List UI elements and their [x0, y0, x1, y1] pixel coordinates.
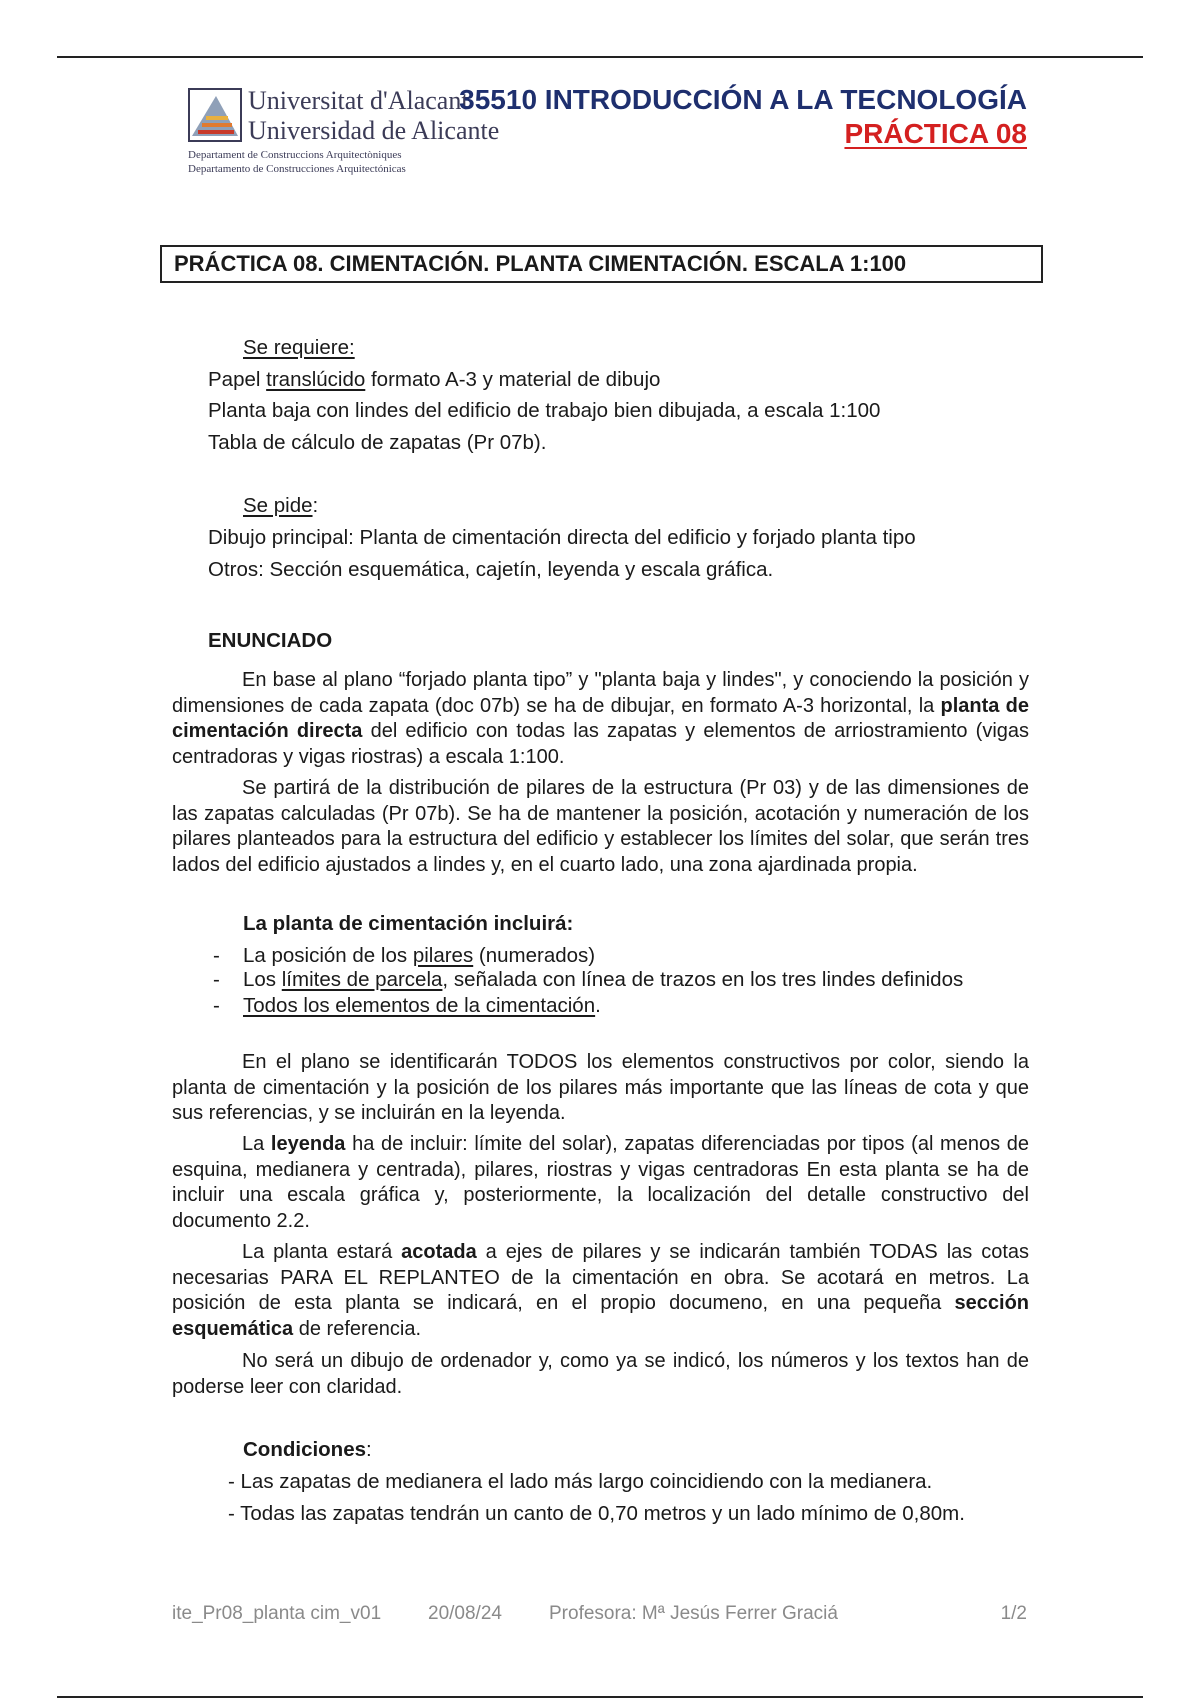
footer-professor: Profesora: Mª Jesús Ferrer Graciá	[549, 1603, 838, 1624]
statement-paragraph-6: No será un dibujo de ordenador y, como ya se indicó, los números y los textos han de poderse leer con claridad.	[172, 1350, 1029, 1398]
university-logo	[188, 86, 500, 178]
statement-paragraph-2: Se partirá de la distribución de pilares de la estructura (Pr 03) y de las dimensiones de las zapatas calculadas (Pr 07b). Se ha de mantener la posición, acotación y numeración de los pilares planteados para la estructura del edificio y establecer los límites del solar, que serán tres lados del edificio ajustados a lindes y, en el cuarto lado, una zona ajardinada propia.	[172, 777, 1029, 876]
footer-page-number: 1/2	[1000, 1603, 1027, 1624]
request-heading: Se pide:	[243, 494, 319, 517]
statement-paragraph-5: La planta estará acotada a ejes de pilares y se indicarán también TODAS las cotas necesarias PARA EL REPLANTEO de la cimentación en obra. Se acotará en metros. La posición de esta planta se indicará, en el propio documeno, en una pequeña sección esquemática de referencia.	[172, 1241, 1029, 1340]
list-item-limites: - Los límites de parcela, señalada con línea de trazos en los tres lindes definidos	[213, 968, 964, 991]
requirements-line-2: Planta baja con lindes del edificio de trabajo bien dibujada, a escala 1:100	[208, 399, 881, 422]
statement-paragraph-4: La leyenda ha de incluir: límite del solar), zapatas diferenciadas por tipos (al menos de esquina, medianera y centrada), pilares, riostras y vigas centradoras En esta planta se ha de incluir una escala gráfica y, posteriormente, la localización del detalle constructivo del documento 2.2.	[172, 1133, 1029, 1232]
condition-item-2: - Todas las zapatas tendrán un canto de 0,70 metros y un lado mínimo de 0,80m.	[228, 1502, 965, 1525]
document-title-box	[160, 245, 1043, 283]
university-name-spanish: Universidad de Alicante	[248, 116, 500, 145]
department-name-spanish: Departamento de Construcciones Arquitectónicas	[188, 163, 406, 175]
practice-label: PRÁCTICA 08	[844, 118, 1027, 149]
list-item-pilares: - La posición de los pilares (numerados)	[213, 944, 596, 967]
requirements-line-3: Tabla de cálculo de zapatas (Pr 07b).	[208, 431, 547, 454]
document-title: PRÁCTICA 08. CIMENTACIÓN. PLANTA CIMENTACIÓN. ESCALA 1:100	[174, 251, 907, 276]
request-line-2: Otros: Sección esquemática, cajetín, leyenda y escala gráfica.	[208, 558, 774, 581]
statement-paragraph-1: En base al plano “forjado planta tipo” y "planta baja y lindes", y conociendo la posición y dimensiones de cada zapata (doc 07b) se ha de dibujar, en formato A-3 horizontal, la planta de cimentación directa del edificio con todas las zapatas y elementos de arriostramiento (vigas centradoras y vigas riostras) a escala 1:100.	[172, 669, 1030, 768]
university-emblem-icon	[188, 88, 242, 142]
department-name-valencian: Departament de Construccions Arquitectòniques	[188, 149, 402, 161]
requirements-line-1: Papel translúcido formato A-3 y material de dibujo	[208, 368, 661, 391]
list-item-elementos: - Todos los elementos de la cimentación.	[213, 994, 601, 1017]
course-title: 35510 INTRODUCCIÓN A LA TECNOLOGÍA	[459, 84, 1027, 115]
bottom-rule	[57, 1696, 1143, 1698]
university-name-valencian: Universitat d'Alacant	[248, 86, 469, 115]
condition-item-1: - Las zapatas de medianera el lado más largo coincidiendo con la medianera.	[228, 1470, 933, 1493]
statement-heading: ENUNCIADO	[208, 629, 333, 652]
statement-paragraph-3: En el plano se identificarán TODOS los elementos constructivos por color, siendo la planta de cimentación y la posición de los pilares más importante que las líneas de cota y que sus referencias, y se incluirán en la leyenda.	[172, 1051, 1029, 1125]
request-line-1: Dibujo principal: Planta de cimentación directa del edificio y forjado planta tipo	[208, 526, 916, 549]
includes-heading: La planta de cimentación incluirá:	[243, 912, 574, 935]
footer-date: 20/08/24	[428, 1603, 502, 1624]
requirements-heading: Se requiere:	[243, 336, 355, 359]
footer-filename: ite_Pr08_planta cim_v01	[172, 1603, 382, 1624]
conditions-heading: Condiciones:	[243, 1438, 372, 1461]
top-rule	[57, 56, 1143, 58]
